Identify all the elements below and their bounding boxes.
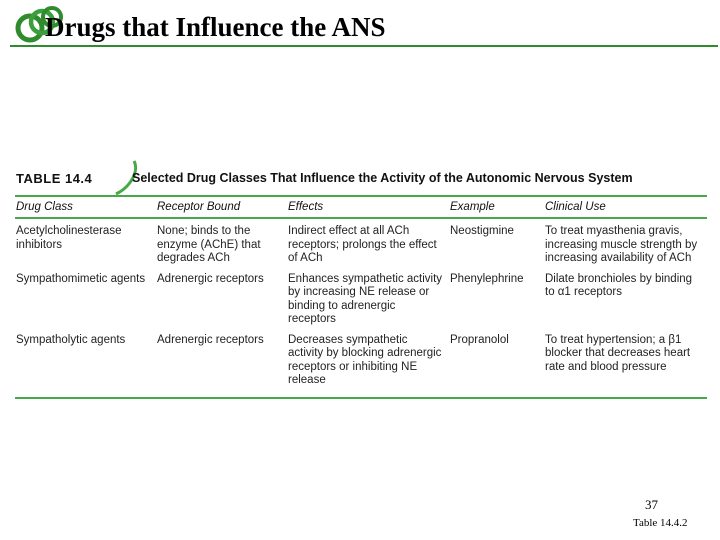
table-row [15, 269, 707, 330]
slide-title: Drugs that Influence the ANS [45, 12, 386, 42]
table-reference: Table 14.4.2 [633, 517, 688, 529]
cell-drug-class: Sympathomimetic agents [16, 272, 146, 285]
cell-effects: Decreases sympathetic activity by blocking adrenergic receptors or inhibiting NE release [288, 333, 442, 386]
cell-effects: Indirect effect at all ACh receptors; prolongs the effect of ACh [288, 225, 437, 264]
table-bottom-rule [15, 397, 707, 399]
column-header-clinical-use: Clinical Use [545, 201, 606, 213]
column-header-drug-class: Drug Class [16, 201, 73, 213]
page-number: 37 [645, 497, 658, 512]
table-header-row [15, 197, 707, 217]
table-row [15, 330, 707, 391]
column-header-effects: Effects [288, 201, 324, 213]
cell-receptor: Adrenergic receptors [157, 272, 264, 285]
cell-receptor: None; binds to the enzyme (AChE) that degrades ACh [157, 225, 261, 264]
title-divider [10, 45, 718, 47]
column-header-example: Example [450, 201, 495, 213]
drug-table-figure [15, 160, 707, 399]
table-row [15, 219, 707, 269]
table-number: TABLE 14.4 [16, 171, 93, 186]
cell-drug-class: Sympatholytic agents [16, 333, 126, 346]
cell-receptor: Adrenergic receptors [157, 333, 264, 346]
cell-example: Propranolol [450, 333, 509, 346]
table-caption-row [15, 160, 707, 196]
column-header-receptor-bound: Receptor Bound [157, 201, 241, 213]
cell-example: Phenylephrine [450, 272, 524, 285]
drug-classes-table [15, 197, 707, 391]
table-caption: Selected Drug Classes That Influence the Activity of the Autonomic Nervous System [132, 171, 633, 185]
cell-clinical-use: To treat myasthenia gravis, increasing muscle strength by increasing availability of ACh [545, 225, 698, 264]
cell-clinical-use: To treat hypertension; a β1 blocker that decreases heart rate and blood pressure [545, 333, 691, 373]
cell-drug-class: Acetylcholinesterase inhibitors [16, 225, 122, 251]
cell-example: Neostigmine [450, 225, 514, 237]
cell-effects: Enhances sympathetic activity by increasing NE release or binding to adrenergic receptors [288, 272, 443, 325]
cell-clinical-use: Dilate bronchioles by binding to α1 receptors [545, 272, 693, 298]
